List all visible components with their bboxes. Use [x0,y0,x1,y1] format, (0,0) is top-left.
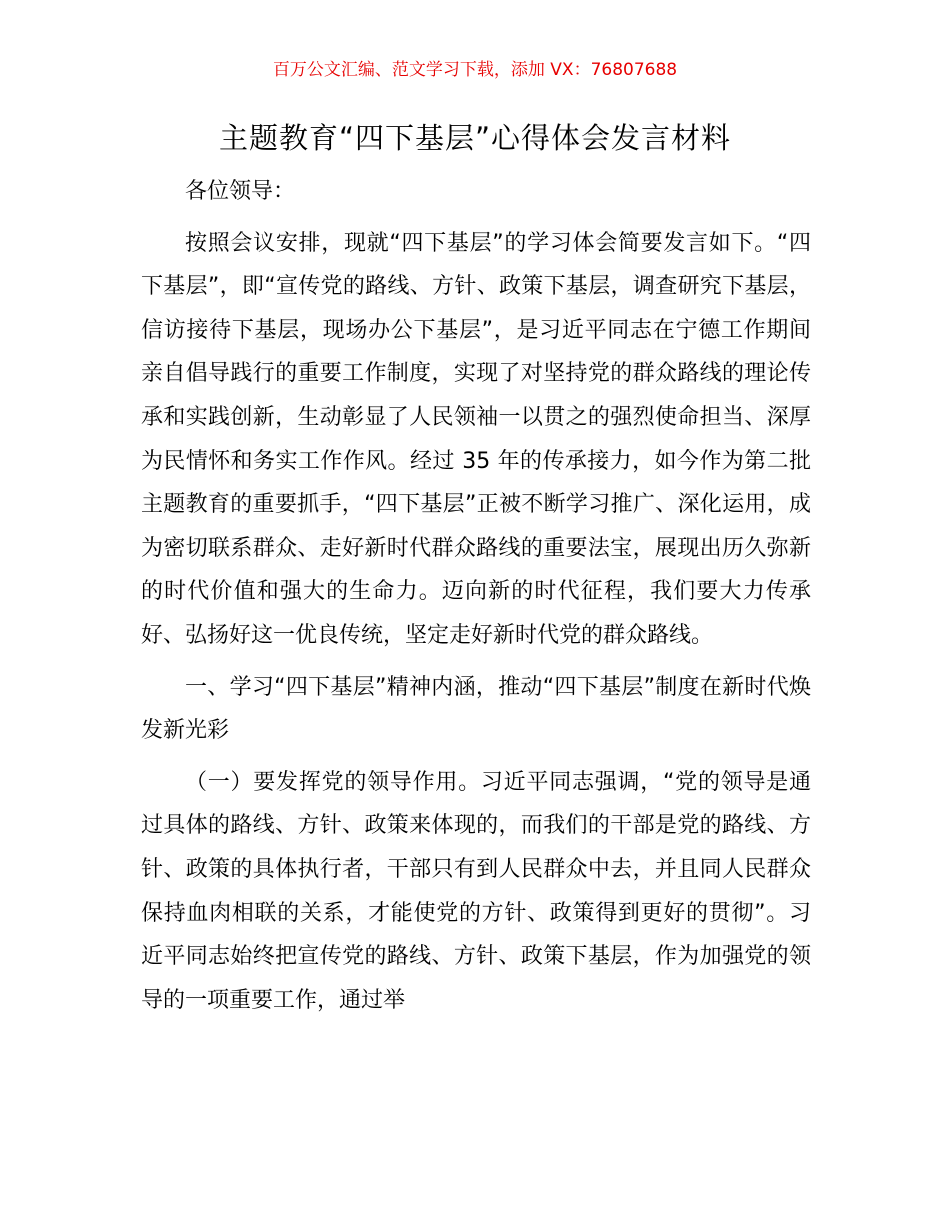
section-heading-1: 一、学习“四下基层”精神内涵，推动“四下基层”制度在新时代焕发新光彩 [141,674,811,744]
salutation: 各位领导： [185,179,296,204]
paragraph-gap [141,658,811,666]
document-title: 主题教育“四下基层”心得体会发言材料 [218,121,732,155]
paragraph-gap [141,214,811,222]
header-note: 百万公文汇编、范文学习下载，添加 VX：76807688 [272,60,678,80]
document-body [141,170,811,1022]
paragraph-intro: 按照会议安排，现就“四下基层”的学习体会简要发言如下。“四下基层”，即“宣传党的路线、方针、政策下基层，调查研究下基层，信访接待下基层，现场办公下基层”，是习近平同志在宁德工作期间亲自倡导践行的重要工作制度，实现了对坚持党的群众路线的理论传承和实践创新，生动彰显了人民领袖一以贯之的强烈使命担当、深厚为民情怀和务实工作作风。经过 35 年的传承接力，如今作为第二批主题教育的重要抓手，“四下基层”正被不断学习推广、深化运用，成为密切联系群众、走好新时代群众路线的重要法宝，展现出历久弥新的时代价值和强大的生命力。迈向新的时代征程，我们要大力传承好、弘扬好这一优良传统，坚定走好新时代党的群众路线。 [141,230,811,648]
paragraph-gap [141,753,811,761]
paragraph-subsection-1: （一）要发挥党的领导作用。习近平同志强调，“党的领导是通过具体的路线、方针、政策来体现的，而我们的干部是党的路线、方针、政策的具体执行者，干部只有到人民群众中去，并且同人民群众保持血肉相联的关系，才能使党的方针、政策得到更好的贯彻”。习近平同志始终把宣传党的路线、方针、政策下基层，作为加强党的领导的一项重要工作，通过举 [141,769,811,1013]
